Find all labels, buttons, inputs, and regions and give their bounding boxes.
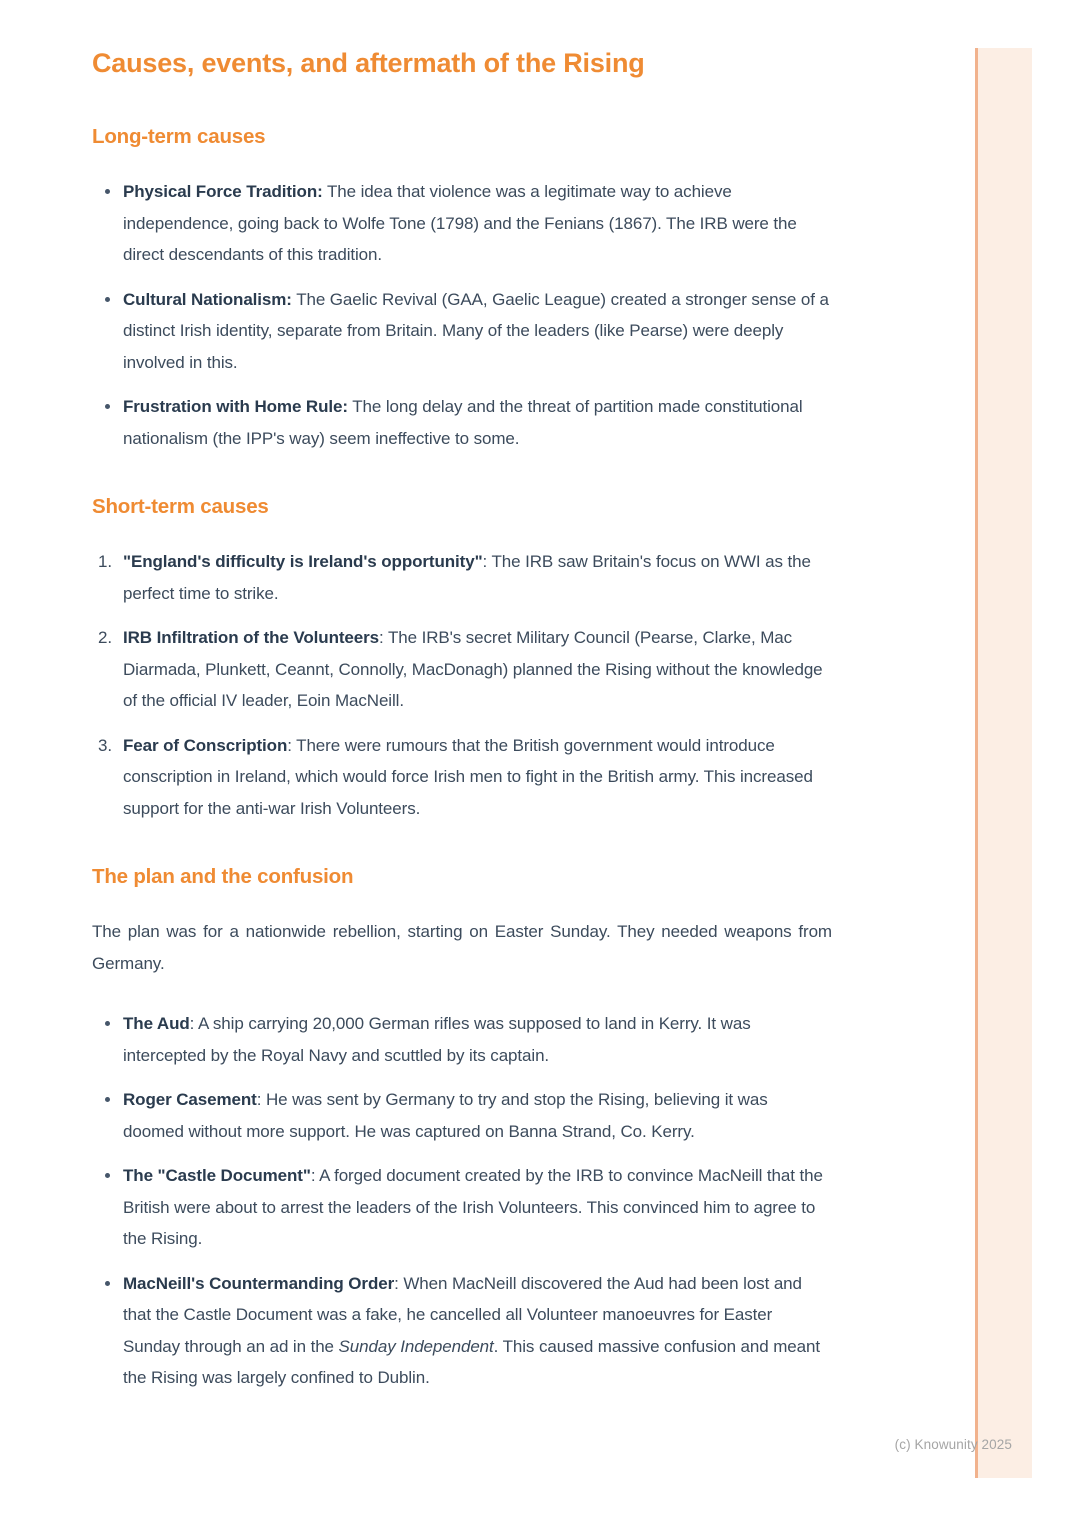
document-page xyxy=(92,48,832,1435)
list-item xyxy=(92,730,832,825)
item-text: : He was sent by Germany to try and stop the Rising, believing it was doomed without more support. He was captured on Banna Strand, Co. Kerry. xyxy=(123,1090,768,1141)
long-term-list xyxy=(92,176,832,454)
section-heading-long-term: Long-term causes xyxy=(92,125,266,148)
list-item xyxy=(92,391,832,454)
list-item xyxy=(92,622,832,717)
item-text-after: . This caused massive confusion and meant the Rising was largely confined to Dublin. xyxy=(123,1336,820,1387)
list-item xyxy=(92,176,832,271)
item-text: The Gaelic Revival (GAA, Gaelic League) created a stronger sense of a distinct Irish identity, separate from Britain. Many of the leaders (like Pearse) were deeply involved in this. xyxy=(123,289,829,372)
plan-list xyxy=(92,1008,832,1394)
item-number: 3. xyxy=(98,735,112,755)
item-number: 2. xyxy=(98,628,112,647)
section-heading-short-term: Short-term causes xyxy=(92,495,269,518)
item-lead: MacNeill's Countermanding Order xyxy=(123,1273,395,1293)
bullet-icon xyxy=(105,1021,110,1026)
item-text: The long delay and the threat of partition made constitutional nationalism (the IPP's way) seem ineffective to some. xyxy=(123,397,803,448)
item-text: : The IRB's secret Military Council (Pearse, Clarke, Mac Diarmada, Plunkett, Ceannt, Connolly, MacDonagh) planned the Rising without the knowledge of the official IV leader, Eoin MacNeill. xyxy=(123,628,823,710)
bullet-icon xyxy=(105,297,110,302)
section-short-term-causes xyxy=(92,495,832,824)
list-item xyxy=(92,284,832,379)
list-item xyxy=(92,546,832,609)
item-lead: "England's difficulty is Ireland's opportunity" xyxy=(123,552,483,571)
item-lead: Frustration with Home Rule: xyxy=(123,397,348,416)
side-strip xyxy=(978,48,1032,1478)
item-text: : A forged document created by the IRB to convince MacNeill that the British were about to arrest the leaders of the Irish Volunteers. This convinced him to agree to the Rising. xyxy=(123,1166,823,1248)
item-text: : A ship carrying 20,000 German rifles was supposed to land in Kerry. It was intercepted by the Royal Navy and scuttled by its captain. xyxy=(123,1014,751,1065)
list-item xyxy=(92,1160,832,1255)
item-number: 1. xyxy=(98,552,112,571)
bullet-icon xyxy=(105,404,110,409)
list-item xyxy=(92,1268,832,1394)
page-title: Causes, events, and aftermath of the Rising xyxy=(92,48,645,78)
item-italic-text: Sunday Independent xyxy=(338,1336,494,1356)
item-lead: The Aud xyxy=(123,1014,190,1033)
item-lead: Physical Force Tradition: xyxy=(123,182,323,201)
short-term-list xyxy=(92,546,832,824)
item-text: : When MacNeill discovered the Aud had been lost and that the Castle Document was a fake, he cancelled all Volunteer manoeuvres for Easter Sunday through an ad in the xyxy=(123,1273,802,1356)
item-lead: The "Castle Document" xyxy=(123,1166,311,1185)
item-lead: Cultural Nationalism: xyxy=(123,289,292,309)
list-item xyxy=(92,1084,832,1147)
section-long-term-causes xyxy=(92,125,832,454)
item-text: : The IRB saw Britain's focus on WWI as the perfect time to strike. xyxy=(123,552,811,603)
item-lead: IRB Infiltration of the Volunteers xyxy=(123,628,380,647)
item-text: : There were rumours that the British government would introduce conscription in Ireland, which would force Irish men to fight in the British army. This increased support for the anti-war Irish Volunteers. xyxy=(123,735,813,818)
section-intro-paragraph: The plan was for a nationwide rebellion, starting on Easter Sunday. They needed weapons from Germany. xyxy=(92,922,832,973)
section-plan-and-confusion xyxy=(92,865,832,1394)
bullet-icon xyxy=(105,189,110,194)
watermark: (c) Knowunity 2025 xyxy=(894,1437,1012,1452)
item-lead: Roger Casement xyxy=(123,1090,257,1109)
section-heading-plan: The plan and the confusion xyxy=(92,865,354,888)
bullet-icon xyxy=(105,1097,110,1102)
bullet-icon xyxy=(105,1173,110,1178)
item-text: The idea that violence was a legitimate way to achieve independence, going back to Wolfe Tone (1798) and the Fenians (1867). The IRB were the direct descendants of this tradition. xyxy=(123,182,797,264)
item-lead: Fear of Conscription xyxy=(123,735,288,755)
bullet-icon xyxy=(105,1281,110,1286)
list-item xyxy=(92,1008,832,1071)
